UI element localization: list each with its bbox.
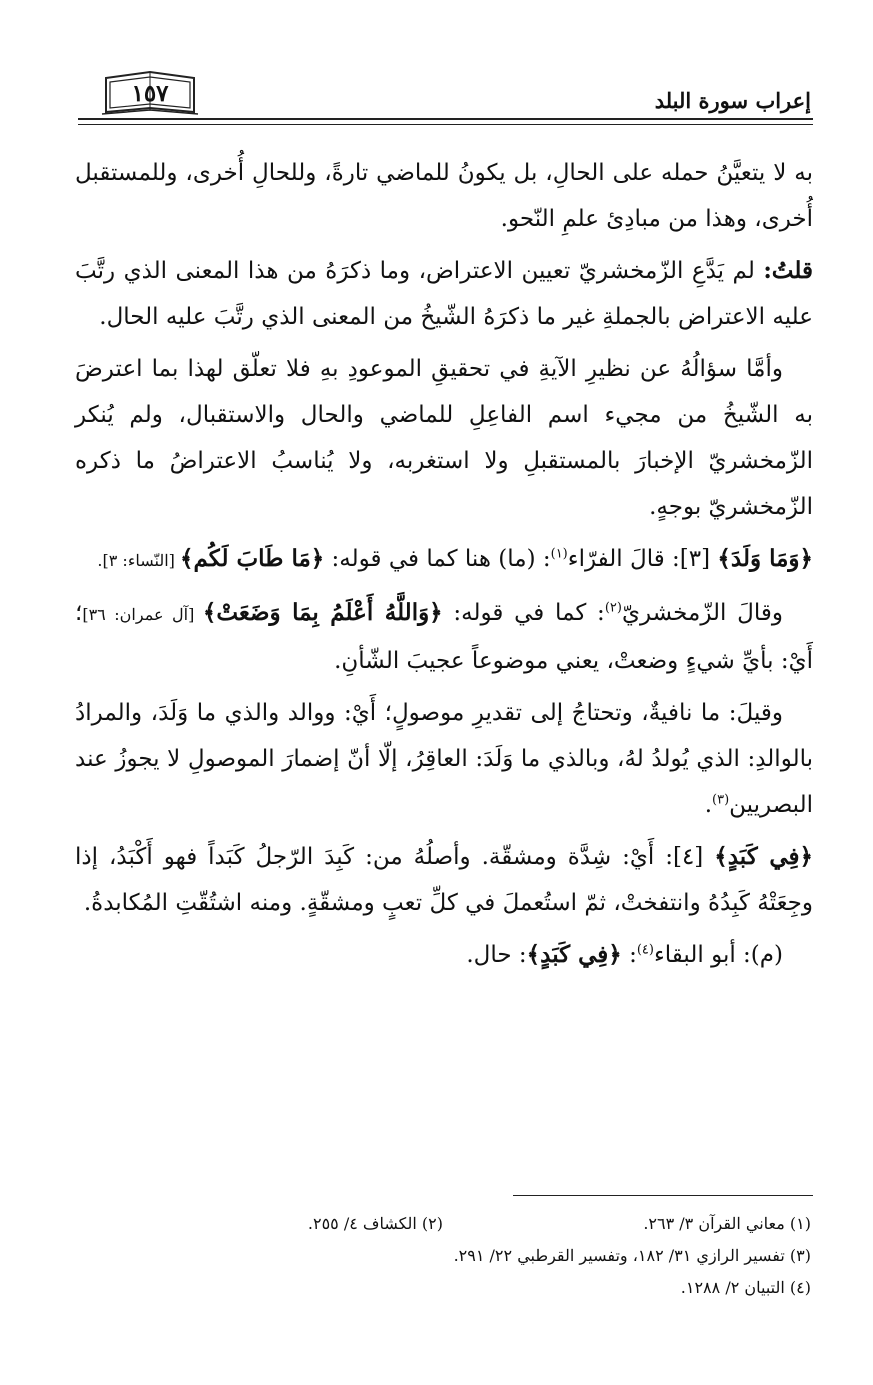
- footnote-ref-3[interactable]: (٣): [712, 792, 730, 808]
- paragraph-2: قلتُ: لم يَدَّعِ الزّمخشريّ تعيين الاعتراض، وما ذكرَهُ من هذا المعنى الذي رتَّبَ عليه الاعتراض بالجملةِ غير ما ذكرَهُ الشّيخُ من المعنى الذي رتَّبَ عليه الحال.: [75, 257, 813, 330]
- quran-verse: ﴿فِي كَبَدٍ﴾: [714, 843, 813, 870]
- footnote-2: (٢) الكشاف ٤/ ٢٥٥.: [307, 1214, 443, 1233]
- quran-verse: ﴿وَمَا وَلَدَ﴾: [717, 545, 813, 572]
- footnote-row: [75, 1208, 811, 1240]
- body-text: [75, 150, 813, 984]
- page-number: ١٥٧: [131, 80, 169, 107]
- page-number-badge: [100, 68, 200, 118]
- paragraph-6: وقيلَ: ما نافيةٌ، وتحتاجُ إلى تقديرِ موصولٍ؛ أَيْ: ووالد والذي ما وَلَدَ، والمرادُ بالوالدِ: الذي يُولدُ لهُ، وبالذي ما وَلَدَ: العاقِرُ، إلّا أنّ إضمارَ الموصولِ لا يجوزُ عند البصريين$^{(٣)}$.: [75, 700, 813, 818]
- footnote-3: (٣) تفسير الرازي ٣١/ ١٨٢، وتفسير القرطبي ٢٢/ ٢٩١.: [453, 1246, 811, 1265]
- footnote-4: (٤) التبيان ٢/ ١٢٨٨.: [680, 1278, 811, 1297]
- running-header-title: إعراب سورة البلد: [654, 88, 811, 113]
- footnotes: [75, 1208, 811, 1304]
- paragraph-8: (م): أبو البقاء$^{(٤)}$: ﴿فِي كَبَدٍ﴾: حال.: [466, 941, 783, 968]
- footnote-ref-4[interactable]: (٤): [636, 942, 654, 958]
- footnote-ref-2[interactable]: (٢): [604, 600, 622, 616]
- footnote-1: (١) معاني القرآن ٣/ ٢٦٣.: [643, 1214, 811, 1233]
- paragraph-5: وقالَ الزّمخشريّ$^{(٢)}$: كما في قوله: ﴿وَاللَّهُ أَعْلَمُ بِمَا وَضَعَتْ﴾ [آل عمران: ٣٦]؛ أَيْ: بأيِّ شيءٍ وضعتْ، يعني موضوعاً عجيبَ الشّأنِ.: [75, 599, 813, 674]
- quran-verse: ﴿فِي كَبَدٍ﴾: [526, 941, 622, 968]
- paragraph-3: وأمَّا سؤالُهُ عن نظيرِ الآيةِ في تحقيقِ الموعودِ بهِ فلا تعلّق لهذا بما اعترضَ به الشّيخُ من مجيء اسم الفاعِلِ للماضي والحال والاستقبال، ولم يُنكر الزّمخشريّ الإخبارَ بالمستقبلِ ولا استغربه، ولا يُناسبُ الاعتراضُ ما ذكره الزّمخشريّ بوجهٍ.: [75, 356, 813, 520]
- paragraph-1: به لا يتعيَّنُ حمله على الحالِ، بل يكونُ للماضي تارةً، وللحالِ أُخرى، وللمستقبل أُخرى، وهذا من مبادِئ علمِ النّحو.: [75, 160, 813, 232]
- quran-verse: ﴿مَا طَابَ لَكُم﴾: [179, 545, 325, 572]
- paragraph-7: ﴿فِي كَبَدٍ﴾ [٤]: أَيْ: شِدَّة ومشقّة. وأصلُهُ من: كَبِدَ الرّجلُ كَبَداً فهو أَكْبَدُ، إذا وجِعَتْهُ كَبِدُهُ وانتفختْ، ثمّ استُعملَ في كلِّ تعبٍ ومشقّةٍ. ومنه اشتُقّتِ المُكابدةُ.: [75, 843, 813, 916]
- header-rule-thin: [78, 124, 813, 125]
- qultu-label: قلتُ:: [763, 257, 813, 284]
- footnote-separator: [513, 1195, 813, 1196]
- paragraph-4: ﴿وَمَا وَلَدَ﴾ [٣]: قالَ الفرّاء$^{(١)}$: (ما) هنا كما في قوله: ﴿مَا طَابَ لَكُم﴾ [النّساء: ٣].: [97, 545, 813, 572]
- footnote-ref-1[interactable]: (١): [550, 546, 568, 562]
- verse-reference: [آل عمران: ٣٦]: [82, 605, 203, 624]
- verse-reference: [النّساء: ٣].: [97, 551, 180, 570]
- quran-verse: ﴿وَاللَّهُ أَعْلَمُ بِمَا وَضَعَتْ﴾: [202, 599, 443, 626]
- header-rule: [78, 118, 813, 120]
